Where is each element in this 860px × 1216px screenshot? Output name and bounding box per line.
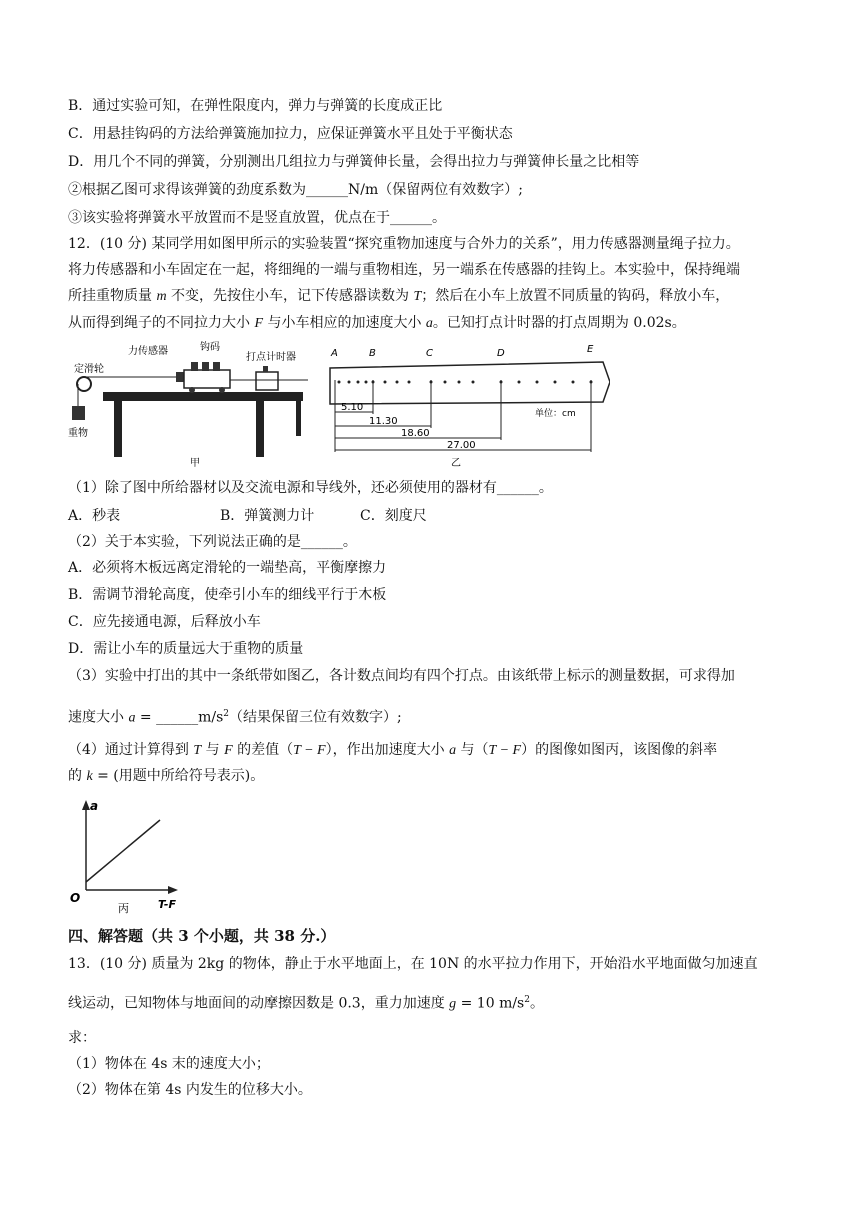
label-timer: 打点计时器 [246, 352, 296, 363]
weight-block-icon [72, 406, 85, 420]
q11-option-d: D．用几个不同的弹簧，分别测出几组拉力与弹簧伸长量，会得出拉力与弹簧伸长量之比相等 [68, 154, 640, 170]
dist-ab: 5.10 [341, 402, 364, 413]
caption-jia: 甲 [190, 458, 200, 469]
q13-ask: 求： [68, 1030, 96, 1046]
q12-s4-line2: 的 k = (用题中所给符号表示)。 [68, 768, 265, 784]
q12-s2-opt-c: C．应先接通电源，后释放小车 [68, 614, 261, 630]
pulley-icon [77, 377, 91, 391]
point-b: B [369, 348, 376, 359]
section4-heading: 四、解答题（共 3 个小题，共 38 分.） [68, 927, 336, 945]
point-d: D [497, 348, 505, 359]
label-heavy-object: 重物 [68, 428, 88, 439]
label-force-sensor: 力传感器 [128, 346, 168, 357]
q13-line1: 13．(10 分) 质量为 2kg 的物体，静止于水平地面上，在 10N 的水平拉力作用下，开始沿水平地面做匀加速直 [68, 956, 758, 972]
q11-sub3: ③该实验将弹簧水平放置而不是竖直放置，优点在于______。 [68, 210, 446, 226]
figure-bing-graph [60, 796, 190, 920]
label-hook-weights: 钩码 [200, 342, 220, 353]
q11-sub2: ②根据乙图可求得该弹簧的劲度系数为______N/m（保留两位有效数字）; [68, 182, 523, 198]
dist-ac: 11.30 [369, 416, 398, 427]
point-e: E [587, 344, 594, 355]
q12-line2: 将力传感器和小车固定在一起，将细绳的一端与重物相连，另一端系在传感器的挂钩上。本实验中，保持绳端 [68, 262, 740, 278]
q13-part2: （2）物体在第 4s 内发生的位移大小。 [68, 1082, 312, 1098]
q12-line1: 12．(10 分) 某同学用如图甲所示的实验装置“探究重物加速度与合外力的关系”，用力传感器测量绳子拉力。 [68, 236, 740, 252]
q12-s2-opt-a: A．必须将木板远离定滑轮的一端垫高，平衡摩擦力 [68, 560, 387, 576]
caption-bing: 丙 [118, 902, 129, 915]
figure-jia-apparatus [68, 340, 318, 470]
q12-s2-opt-d: D．需让小车的质量远大于重物的质量 [68, 641, 304, 657]
q13-part1: （1）物体在 4s 末的速度大小； [68, 1056, 270, 1072]
axis-x-label: T-F [158, 898, 176, 911]
q12-s3-line2: 速度大小 $a = \_\_\_\_\_\_m/s^2$（结果保留三位有效数字）; [68, 709, 402, 726]
origin-label: O [70, 891, 81, 905]
q12-s1-opt-a: A．秒表 [68, 508, 121, 524]
point-a: A [331, 348, 338, 359]
figure-yi-tape [325, 340, 610, 470]
q12-s1-opt-b: B．弹簧测力计 [220, 508, 315, 524]
q12-line3: 所挂重物质量 m 不变，先按住小车，记下传感器读数为 T；然后在小车上放置不同质量的钩码，释放小车， [68, 288, 730, 304]
q12-s1-opt-c: C．刻度尺 [360, 508, 427, 524]
unit-label: 单位：cm [535, 409, 576, 419]
point-c: C [426, 348, 433, 359]
q12-s2-opt-b: B．需调节滑轮高度，使牵引小车的细线平行于木板 [68, 587, 387, 603]
q12-line4: 从而得到绳子的不同拉力大小 F 与小车相应的加速度大小 a。已知打点计时器的打点周期为 0.02s。 [68, 315, 686, 331]
q12-s2: （2）关于本实验，下列说法正确的是______。 [68, 534, 357, 550]
data-line [86, 820, 160, 882]
dist-ae: 27.00 [447, 440, 476, 451]
caption-yi: 乙 [451, 458, 461, 469]
q13-line2: 线运动，已知物体与地面间的动摩擦因数是 0.3，重力加速度 g = 10 $m/s^2$。 [68, 995, 544, 1012]
q12-s4-line1: （4）通过计算得到 T 与 F 的差值（T − F），作出加速度大小 a 与（T − F）的图像如图丙，该图像的斜率 [68, 742, 718, 758]
q12-s1-options [68, 506, 427, 526]
label-pulley: 定滑轮 [74, 364, 104, 375]
dist-ad: 18.60 [401, 428, 430, 439]
q11-option-b: B．通过实验可知，在弹性限度内，弹力与弹簧的长度成正比 [68, 98, 443, 114]
axis-y-label: a [90, 799, 99, 813]
q12-s3-line1: （3）实验中打出的其中一条纸带如图乙，各计数点间均有四个打点。由该纸带上标示的测量数据，可求得加 [68, 668, 735, 684]
q12-s1: （1）除了图中所给器材以及交流电源和导线外，还必须使用的器材有______。 [68, 480, 553, 496]
q11-option-c: C．用悬挂钩码的方法给弹簧施加拉力，应保证弹簧水平且处于平衡状态 [68, 126, 513, 142]
